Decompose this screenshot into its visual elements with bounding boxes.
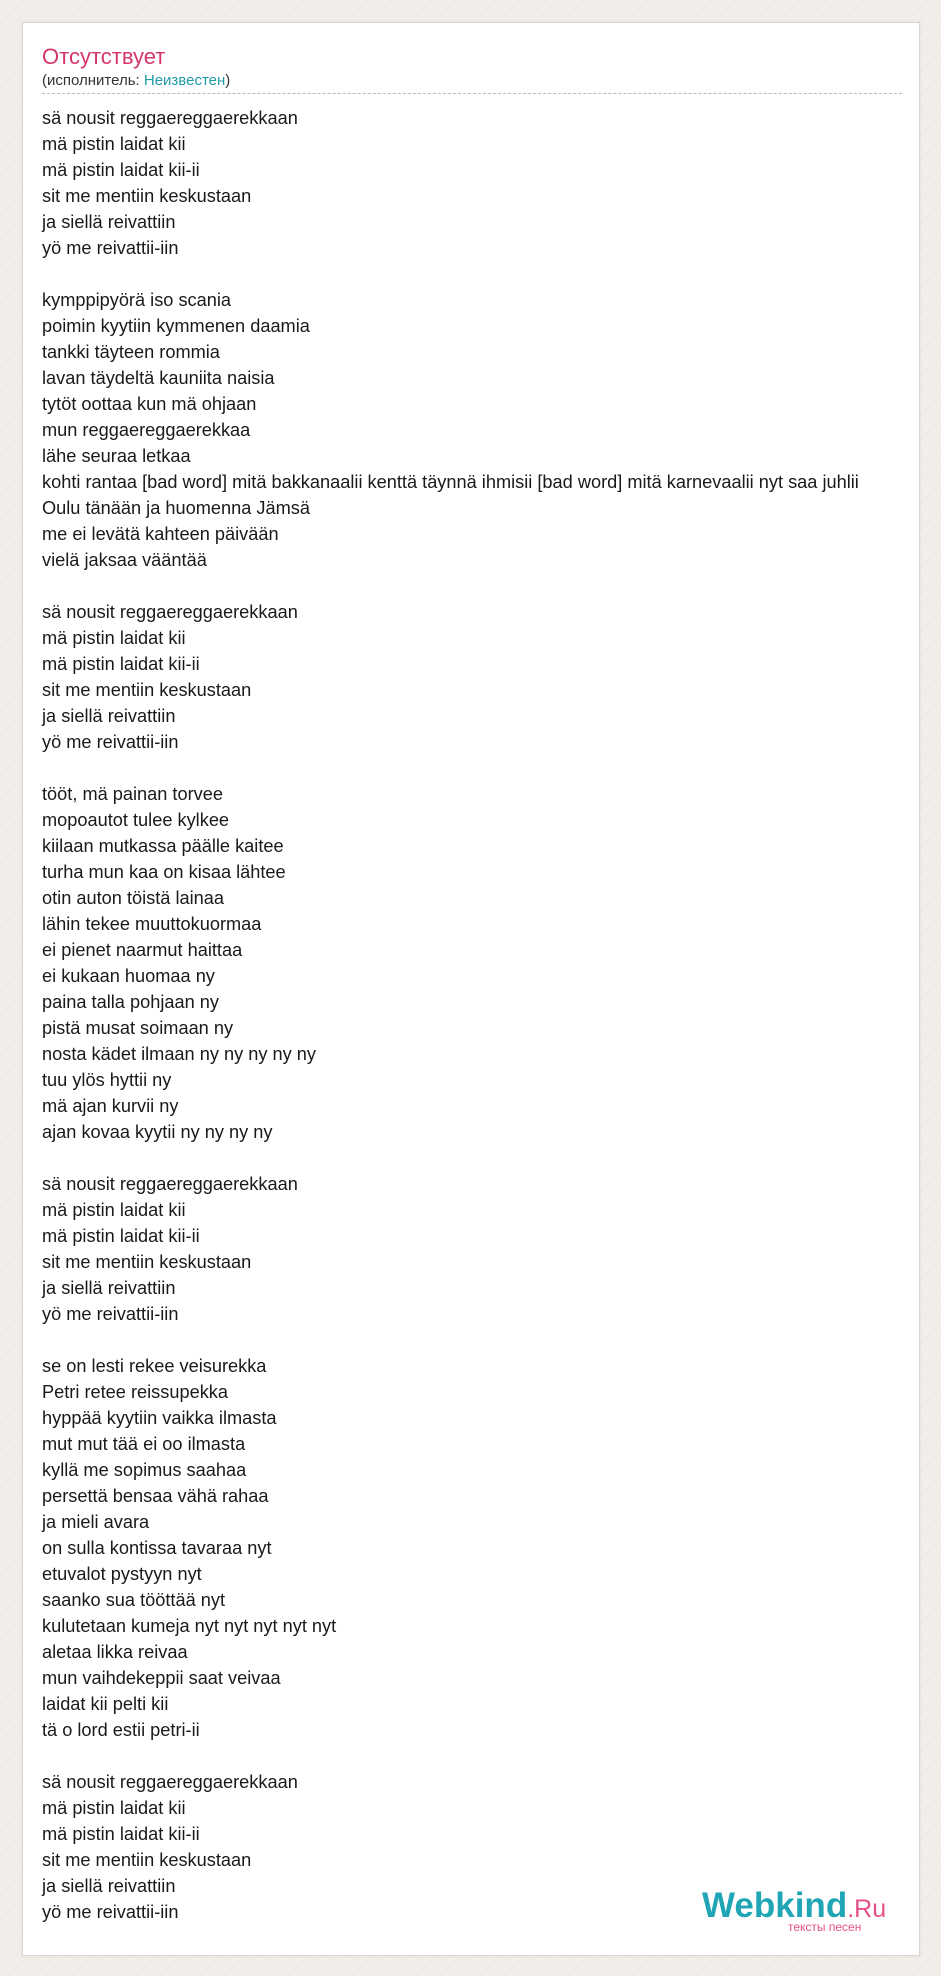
lyric-line: on sulla kontissa tavaraa nyt — [42, 1538, 272, 1558]
artist-link[interactable]: Неизвестен — [143, 72, 226, 89]
lyric-line: nosta kädet ilmaan ny ny ny ny ny — [42, 1044, 316, 1064]
lyric-line: mä pistin laidat kii — [42, 628, 186, 648]
lyric-line: Petri retee reissupekka — [42, 1382, 229, 1402]
lyric-line: pistä musat soimaan ny — [42, 1018, 234, 1038]
lyric-line: lähin tekee muuttokuormaa — [42, 914, 262, 934]
lyric-line: saanko sua tööttää nyt — [42, 1590, 226, 1610]
lyric-line: mun vaihdekeppii saat veivaa — [42, 1668, 281, 1688]
stanza-gap — [42, 1327, 859, 1353]
lyric-line: sä nousit reggaereggaerekkaan — [42, 1772, 298, 1792]
lyric-line: ei kukaan huomaa ny — [42, 966, 215, 986]
lyric-line: yö me reivattii-iin — [42, 1902, 179, 1922]
lyric-line: yö me reivattii-iin — [42, 238, 179, 258]
lyric-line: kulutetaan kumeja nyt nyt nyt nyt nyt — [42, 1616, 337, 1636]
stanza-gap — [42, 261, 859, 287]
lyric-line: mut mut tää ei oo ilmasta — [42, 1434, 246, 1454]
lyric-line: kohti rantaa [bad word] mitä bakkanaalii kenttä täynnä ihmisii [bad word] mitä karnevaalii nyt saa juhlii — [42, 472, 859, 492]
artist-suffix: ) — [225, 72, 231, 89]
lyric-line: ei pienet naarmut haittaa — [42, 940, 243, 960]
stanza-gap — [42, 1743, 859, 1769]
lyric-line: ajan kovaa kyytii ny ny ny ny — [42, 1122, 273, 1142]
lyric-line: tuu ylös hyttii ny — [42, 1070, 172, 1090]
lyric-line: hyppää kyytiin vaikka ilmasta — [42, 1408, 277, 1428]
stanza-gap — [42, 573, 859, 599]
lyric-line: tööt, mä painan torvee — [42, 784, 223, 804]
lyric-line: kiilaan mutkassa päälle kaitee — [42, 836, 284, 856]
lyric-line: Oulu tänään ja huomenna Jämsä — [42, 498, 310, 518]
lyric-line: ja siellä reivattiin — [42, 212, 176, 232]
lyric-line: kymppipyörä iso scania — [42, 290, 232, 310]
lyric-line: ja siellä reivattiin — [42, 1278, 176, 1298]
lyric-line: sä nousit reggaereggaerekkaan — [42, 1174, 298, 1194]
lyric-line: vielä jaksaa vääntää — [42, 550, 207, 570]
lyric-line: sit me mentiin keskustaan — [42, 1252, 252, 1272]
lyric-line: ja mieli avara — [42, 1512, 150, 1532]
lyric-line: mä pistin laidat kii — [42, 1798, 186, 1818]
lyric-line: persettä bensaa vähä rahaa — [42, 1486, 269, 1506]
lyric-line: mä ajan kurvii ny — [42, 1096, 179, 1116]
lyric-line: laidat kii pelti kii — [42, 1694, 169, 1714]
lyric-line: sit me mentiin keskustaan — [42, 186, 252, 206]
lyric-line: poimin kyytiin kymmenen daamia — [42, 316, 310, 336]
lyric-line: mä pistin laidat kii — [42, 1200, 186, 1220]
header-divider — [42, 93, 902, 94]
logo-tagline: тексты песен — [788, 1920, 862, 1934]
stanza-gap — [42, 755, 859, 781]
logo-tld: .Ru — [847, 1895, 887, 1923]
lyric-line: sit me mentiin keskustaan — [42, 680, 252, 700]
lyric-line: mun reggaereggaerekkaa — [42, 420, 251, 440]
lyric-line: mä pistin laidat kii — [42, 134, 186, 154]
song-header — [42, 43, 902, 90]
lyric-line: turha mun kaa on kisaa lähtee — [42, 862, 286, 882]
lyric-line: ja siellä reivattiin — [42, 706, 176, 726]
logo-name: Webkind — [702, 1886, 848, 1925]
lyric-line: mä pistin laidat kii-ii — [42, 160, 200, 180]
lyric-line: sä nousit reggaereggaerekkaan — [42, 108, 298, 128]
lyric-line: mä pistin laidat kii-ii — [42, 1824, 200, 1844]
lyric-line: tankki täyteen rommia — [42, 342, 220, 362]
lyric-line: otin auton töistä lainaa — [42, 888, 225, 908]
lyric-line: yö me reivattii-iin — [42, 732, 179, 752]
lyric-line: sit me mentiin keskustaan — [42, 1850, 252, 1870]
lyric-line: me ei levätä kahteen päivään — [42, 524, 279, 544]
lyric-line: se on lesti rekee veisurekka — [42, 1356, 267, 1376]
lyrics-card — [22, 22, 920, 1956]
artist-line — [42, 72, 902, 90]
lyric-line: mä pistin laidat kii-ii — [42, 654, 200, 674]
lyric-line: yö me reivattii-iin — [42, 1304, 179, 1324]
lyric-line: ja siellä reivattiin — [42, 1876, 176, 1896]
lyric-line: aletaa likka reivaa — [42, 1642, 188, 1662]
lyric-line: mopoautot tulee kylkee — [42, 810, 230, 830]
lyric-line: tä o lord estii petri-ii — [42, 1720, 200, 1740]
lyric-line: kyllä me sopimus saahaa — [42, 1460, 247, 1480]
stanza-gap — [42, 1145, 859, 1171]
lyric-line: mä pistin laidat kii-ii — [42, 1226, 200, 1246]
song-title: Отсутствует — [42, 44, 166, 69]
lyric-line: paina talla pohjaan ny — [42, 992, 219, 1012]
lyric-line: lähe seuraa letkaa — [42, 446, 191, 466]
artist-prefix: (исполнитель: — [42, 72, 144, 89]
lyric-line: lavan täydeltä kauniita naisia — [42, 368, 275, 388]
lyrics-text — [42, 105, 859, 1925]
lyric-line: sä nousit reggaereggaerekkaan — [42, 602, 298, 622]
webkind-logo[interactable] — [702, 1888, 902, 1938]
lyric-line: etuvalot pystyyn nyt — [42, 1564, 202, 1584]
lyric-line: tytöt oottaa kun mä ohjaan — [42, 394, 257, 414]
